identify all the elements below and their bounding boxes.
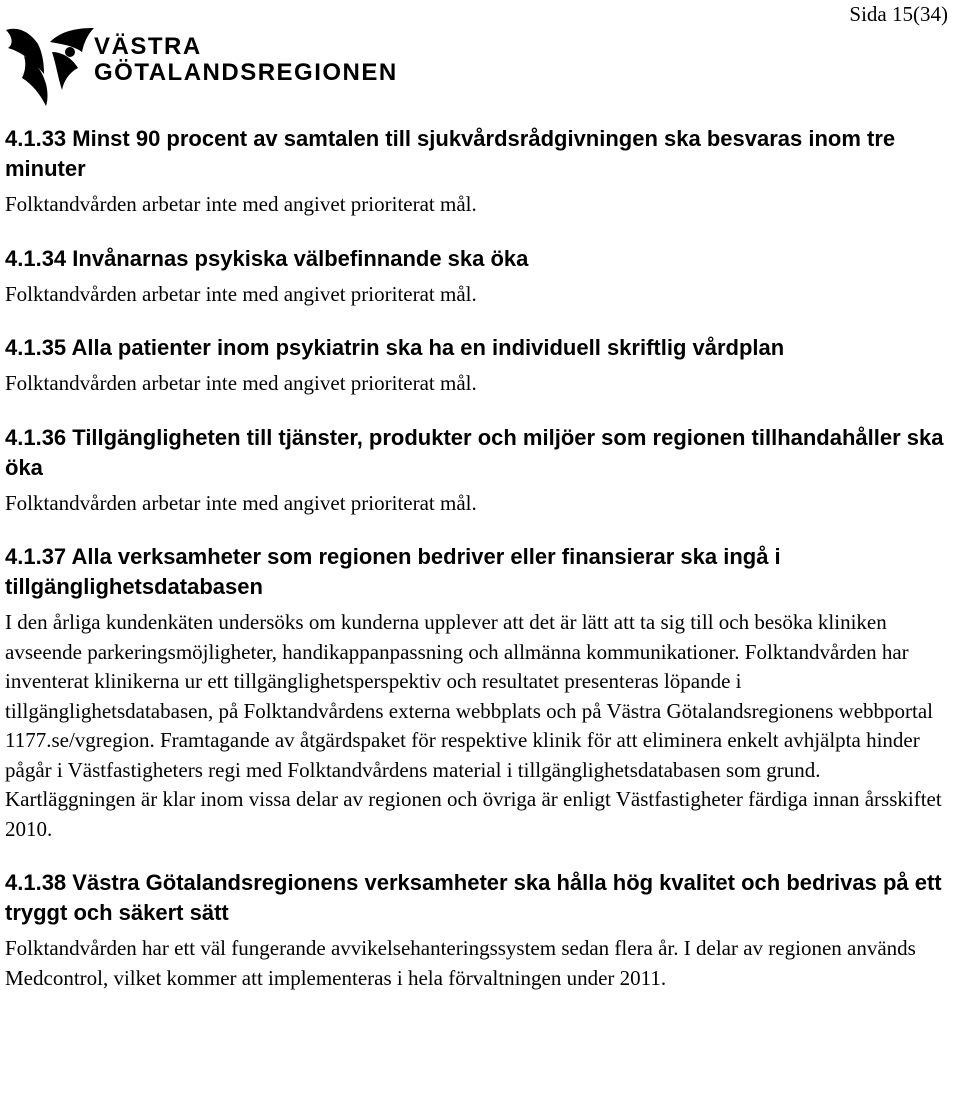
- page-number: Sida 15(34): [849, 2, 948, 26]
- logo-mark-icon: [4, 22, 96, 106]
- section-body: Folktandvården arbetar inte med angivet prioriterat mål.: [5, 490, 477, 515]
- section-4-1-33: [5, 124, 950, 220]
- section-heading: 4.1.34 Invånarnas psykiska välbefinnande ska öka: [5, 245, 529, 271]
- section-4-1-38: [5, 868, 950, 993]
- section-heading: 4.1.33 Minst 90 procent av samtalen till sjukvårdsrådgivningen ska besvaras inom tre minuter: [5, 126, 896, 181]
- section-body: Folktandvården arbetar inte med angivet prioriterat mål.: [5, 371, 477, 395]
- section-heading: 4.1.35 Alla patienter inom psykiatrin ska ha en individuell skriftlig vårdplan: [5, 335, 785, 360]
- section-4-1-37: [5, 542, 950, 844]
- section-4-1-36: [5, 423, 950, 519]
- section-heading: 4.1.38 Västra Götalandsregionens verksamheter ska hålla hög kvalitet och bedrivas på ett tryggt och säkert sätt: [5, 870, 942, 925]
- section-heading: 4.1.36 Tillgängligheten till tjänster, produkter och miljöer som regionen tillhandahåller ska öka: [5, 424, 944, 480]
- document-body: [5, 124, 950, 1017]
- section-body: I den årliga kundenkäten undersöks om kunderna upplever att det är lätt att ta sig till och besöka kliniken avseende parkeringsmöjligheter, handikappanpassning och allmänna kommunikationer. Folktandvården har inventerat klinikerna ur ett tillgänglighetsperspektiv och resultatet presenteras löpande i tillgänglighetsdatabasen, på Folktandvårdens externa webbplats och på Västra Götalandsregionens webbportal 1177.se/vgregion. Framtagande av åtgärdspaket för respektive klinik för att eliminera enkelt avhjälpta hinder pågår i Västfastigheters regi med Folktandvårdens material i tillgänglighetsdatabasen som grund. Kartläggningen är klar inom vissa delar av regionen och övriga är enligt Västfastigheter färdiga innan årsskiftet 2010.: [5, 610, 942, 841]
- section-body: Folktandvården arbetar inte med angivet prioriterat mål.: [5, 281, 477, 306]
- section-4-1-34: [5, 244, 950, 310]
- section-heading: 4.1.37 Alla verksamheter som regionen bedriver eller finansierar ska ingå i tillgänglighetsdatabasen: [5, 544, 781, 599]
- logo-text-line1: VÄSTRA: [94, 33, 202, 60]
- organization-logo: [4, 22, 398, 110]
- section-body: Folktandvården har ett väl fungerande avvikelsehanteringssystem sedan flera år. I delar av regionen används Medcontrol, vilket kommer att implementeras i hela förvaltningen under 2011.: [5, 936, 916, 990]
- logo-text-line2: GÖTALANDSREGIONEN: [94, 59, 398, 86]
- section-4-1-35: [5, 333, 950, 399]
- section-body: Folktandvården arbetar inte med angivet prioriterat mål.: [5, 192, 477, 216]
